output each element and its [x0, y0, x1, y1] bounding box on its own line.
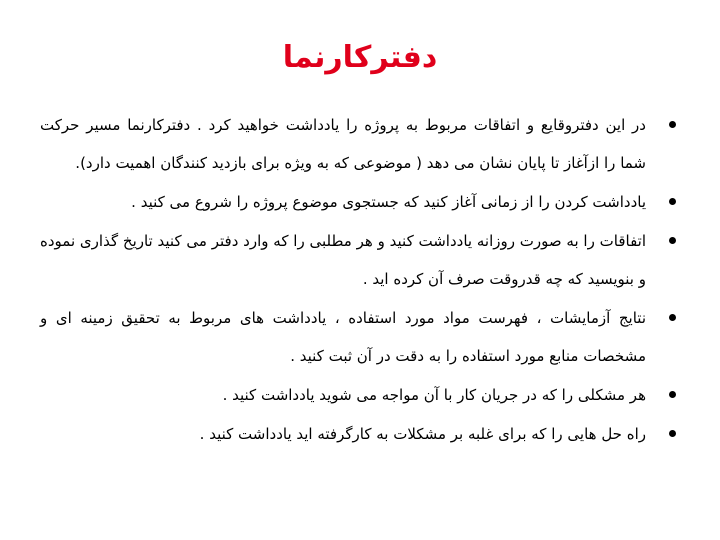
bullet-text: یادداشت کردن را از زمانی آغاز کنید که جستجوی موضوع پروژه را شروع می کنید .: [131, 193, 646, 211]
bullet-dot-icon: [669, 430, 676, 437]
bullet-dot-icon: [669, 314, 676, 321]
bullet-dot-icon: [669, 198, 676, 205]
bullet-item: [40, 299, 680, 375]
bullet-item: [40, 183, 680, 221]
bullet-text: راه حل هایی را که برای غلبه بر مشکلات به کارگرفته اید یادداشت کنید .: [199, 425, 646, 443]
bullet-dot-icon: [669, 391, 676, 398]
bullet-dot-icon: [669, 237, 676, 244]
slide-title: دفترکارنما: [282, 40, 438, 75]
bullet-text: اتفاقات را به صورت روزانه یادداشت کنید و هر مطلبی را که وارد دفتر می کنید تاریخ گذاری نموده و بنویسید که چه قدروقت صرف آن کرده اید .: [40, 232, 646, 288]
bullet-text: در این دفتروقایع و اتفاقات مربوط به پروژه را یادداشت خواهید کرد . دفترکارنما مسیر حرکت شما را ازآغاز تا پایان نشان می دهد ( موضوعی که به ویژه برای بازدید کنندگان اهمیت دارد).: [40, 116, 646, 172]
bullet-text: هر مشکلی را که در جریان کار با آن مواجه می شوید یادداشت کنید .: [222, 386, 646, 404]
bullet-text: نتایج آزمایشات ، فهرست مواد مورد استفاده ، یادداشت های مربوط به تحقیق زمینه ای و مشخصات منابع مورد استفاده را به دقت در آن ثبت کنید .: [40, 309, 646, 365]
bullet-item: [40, 222, 680, 298]
bullet-item: [40, 415, 680, 453]
bullet-dot-icon: [669, 121, 676, 128]
bullet-item: [40, 106, 680, 182]
bullet-list: [40, 106, 680, 454]
bullet-item: [40, 376, 680, 414]
